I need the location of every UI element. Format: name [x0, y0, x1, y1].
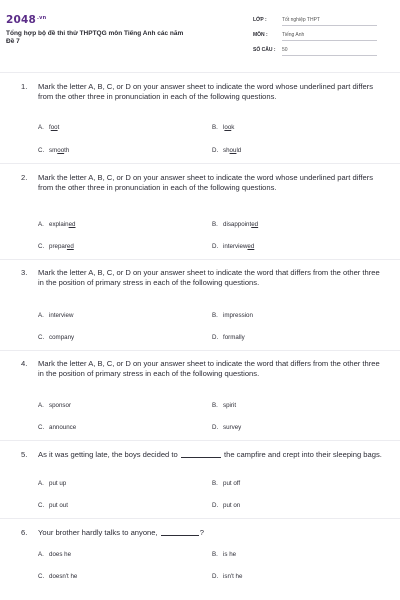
option-text: smooth — [49, 147, 70, 154]
option-text: interviewed — [223, 243, 255, 250]
class-value: Tốt nghiệp THPT — [282, 17, 377, 26]
document-title — [6, 30, 236, 46]
question-text: As it was getting late, the boys decided to the campfire and crept into their sleeping bags. — [38, 450, 382, 459]
document-header — [0, 0, 400, 72]
question-text: Mark the letter A, B, C, or D on your answer sheet to indicate the word that differs from the other three in the position of primary stress in each of the following questions. — [38, 359, 380, 379]
question-count-value: 50 — [282, 47, 377, 56]
option-letter: B. — [212, 124, 218, 131]
question-divider — [0, 163, 400, 164]
question-number: 2. — [21, 173, 28, 182]
answer-blank — [181, 457, 221, 458]
question-number: 4. — [21, 359, 28, 368]
option-text: look — [223, 124, 235, 131]
document-title-line1: Tổng hợp bộ đề thi thử THPTQG môn Tiếng Anh các năm — [6, 30, 184, 37]
option-letter: B. — [212, 221, 218, 228]
option-text: put up — [49, 480, 67, 487]
question-number: 6. — [21, 528, 28, 537]
option-text: announce — [49, 424, 77, 431]
option-text: put off — [223, 480, 241, 487]
question-text: Mark the letter A, B, C, or D on your answer sheet to indicate the word that differs from the other three in the position of primary stress in each of the following questions. — [38, 268, 380, 288]
option-letter: C. — [38, 502, 45, 509]
option-letter: D. — [212, 147, 219, 154]
question-divider — [0, 259, 400, 260]
question-number: 5. — [21, 450, 28, 459]
question-divider — [0, 350, 400, 351]
option-letter: A. — [38, 221, 44, 228]
option-text: is he — [223, 551, 237, 558]
question-count-label: SỐ CÂU : — [253, 47, 276, 53]
question-number: 1. — [21, 82, 28, 91]
option-letter: C. — [38, 573, 45, 580]
subject-value: Tiếng Anh — [282, 32, 377, 41]
option-letter: D. — [212, 502, 219, 509]
option-letter: D. — [212, 424, 219, 431]
subject-label: MÔN : — [253, 32, 268, 38]
site-logo[interactable] — [6, 14, 46, 26]
option-letter: A. — [38, 402, 44, 409]
option-letter: D. — [212, 573, 219, 580]
option-text: should — [223, 147, 242, 154]
answer-blank — [161, 535, 199, 536]
document-title-line2: Đề 7 — [6, 38, 20, 45]
option-letter: B. — [212, 402, 218, 409]
option-letter: B. — [212, 551, 218, 558]
option-text: prepared — [49, 243, 74, 250]
question-text: Mark the letter A, B, C, or D on your answer sheet to indicate the word whose underlined part differs from the other three in pronunciation in each of the following questions. — [38, 173, 373, 193]
option-letter: D. — [212, 334, 219, 341]
header-divider — [0, 72, 400, 73]
option-text: put out — [49, 502, 68, 509]
option-letter: C. — [38, 147, 45, 154]
option-text: put on — [223, 502, 241, 509]
option-text: survey — [223, 424, 242, 431]
question-text: Your brother hardly talks to anyone, ? — [38, 528, 204, 537]
option-letter: A. — [38, 124, 44, 131]
option-text: disappointed — [223, 221, 259, 228]
option-letter: A. — [38, 551, 44, 558]
logo-text: 2048 — [6, 14, 37, 26]
option-text: does he — [49, 551, 72, 558]
question-text: Mark the letter A, B, C, or D on your answer sheet to indicate the word whose underlined part differs from the other three in pronunciation in each of the following questions. — [38, 82, 373, 102]
option-text: foot — [49, 124, 60, 131]
option-text: spirit — [223, 402, 237, 409]
option-text: isn't he — [223, 573, 243, 580]
option-text: formally — [223, 334, 245, 341]
class-label: LỚP : — [253, 17, 267, 23]
option-letter: A. — [38, 480, 44, 487]
option-letter: C. — [38, 334, 45, 341]
question-divider — [0, 518, 400, 519]
question-divider — [0, 440, 400, 441]
option-text: sponsor — [49, 402, 72, 409]
option-text: impression — [223, 312, 253, 319]
option-text: company — [49, 334, 75, 341]
option-text: explained — [49, 221, 76, 228]
question-number: 3. — [21, 268, 28, 277]
option-letter: C. — [38, 243, 45, 250]
option-letter: D. — [212, 243, 219, 250]
option-text: interview — [49, 312, 74, 319]
option-text: doesn't he — [49, 573, 78, 580]
option-letter: B. — [212, 480, 218, 487]
option-letter: A. — [38, 312, 44, 319]
logo-suffix: .vn — [37, 15, 47, 21]
option-letter: C. — [38, 424, 45, 431]
option-letter: B. — [212, 312, 218, 319]
